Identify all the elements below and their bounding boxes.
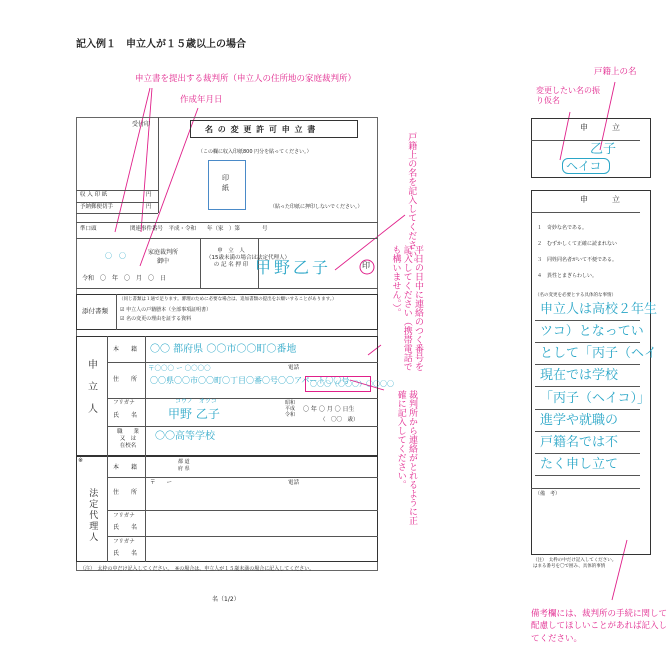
- address-label: 住 所: [113, 376, 138, 383]
- attachment-item-2: ☑ 名の変更の理由を証する資料: [120, 316, 192, 322]
- prelim-label: 準口頭: [80, 226, 97, 232]
- rep-prefecture: 都 道 府 県: [178, 459, 190, 472]
- annotation-remarks: 備考欄には、裁判所の手続に関して配慮してほしいことがあれば記入してください。: [531, 609, 668, 644]
- handwriting-line-8: たく申し立て: [540, 457, 619, 472]
- annotation-daytime-phone: 平日の日中に連絡のつく番号を記入してください（携帯電話でも構いません。）。: [390, 245, 423, 371]
- seal-mark: 印: [362, 261, 370, 270]
- reason-item-1: １ 奇妙な名である。: [537, 225, 588, 231]
- phone-value: 〇〇〇（〇〇〇）〇〇〇〇: [310, 380, 394, 388]
- handwriting-line-1: 申立人は高校２年生: [540, 302, 658, 317]
- revenue-yen: 円: [146, 192, 152, 198]
- handwriting-line-2: ツコ）となってい: [540, 324, 644, 339]
- reason-item-2: ２ むずかしくて正確に読まれない: [537, 241, 618, 247]
- phone-highlight: [305, 376, 371, 392]
- reason-title: （名の変更を必要とする具体的な事情）: [535, 293, 616, 298]
- birth-date: 〇 年 〇 月 〇 日生: [303, 406, 355, 413]
- right-reason-header: 申 立: [580, 195, 620, 204]
- attachment-item-1: ☑ 申立人の戸籍謄本（全部事項証明書）: [120, 307, 212, 313]
- annotation-right-family-name: 戸籍上の名: [594, 67, 637, 77]
- honseki-label: 本 籍: [113, 346, 138, 353]
- right-kanji-name: 乙子: [590, 142, 617, 157]
- handwriting-line-6: 進学や就職の: [540, 413, 619, 428]
- right-furigana-box: [562, 158, 610, 174]
- related-case: 関連事件番号 平成・令和 年（家 ）第 号: [130, 226, 268, 232]
- court-column: 家庭裁判所 御中: [148, 249, 179, 265]
- court-marks: 〇 〇: [105, 252, 126, 260]
- handwriting-line-7: 戸籍名では不: [540, 435, 619, 450]
- attachments-note: （同じ書類は１通で足ります。審理のために必要な場合は、追加書類の提出をお願いすることがあります。）: [119, 297, 337, 302]
- rep-postal: 〒 ー: [150, 480, 173, 486]
- stamp-label: 受付印: [132, 121, 151, 128]
- handwriting-line-5: 「丙子（ヘイコ）」: [540, 391, 650, 406]
- name-label: 氏 名: [113, 412, 138, 419]
- name-value: 甲野 乙子: [168, 407, 220, 421]
- reason-item-3: ３ 同姓同名者がいて不便である。: [537, 257, 618, 263]
- rep-name-label: 氏 名: [113, 524, 138, 531]
- annotation-date: 作成年月日: [180, 95, 223, 105]
- footer-note: （注） 太枠の中だけ記入してください。 ※の場合は、申立人が１５歳未満の場合に記入してください。: [80, 566, 315, 572]
- honseki-value: 〇〇 都府県 〇〇市〇〇町〇番地: [150, 344, 297, 355]
- occupation-label: 職 業 又 は 在校名: [116, 429, 139, 450]
- applicant-signature: 甲野乙子: [255, 258, 332, 277]
- instruction-text: （この欄に収入印紙800 円分を貼ってください。）: [198, 149, 312, 155]
- applicant-label: 申 立 人 （15歳未満の場合は法定代理人） の 記 名 押 印: [206, 248, 290, 269]
- postage-label: 予納郵便切手: [80, 204, 114, 210]
- revenue-label: 収 入 印 紙: [80, 192, 108, 198]
- era-options: 昭和 平成 令和: [285, 400, 296, 418]
- furigana-value: コウノ オツコ: [175, 398, 217, 405]
- representative-table: [76, 456, 378, 562]
- right-foot-note: （注） 太枠の中だけ記入してください。 はまる番号を〇で囲み、具体的事情: [533, 558, 617, 570]
- asterisk-mark: ※: [78, 457, 84, 464]
- annotation-contact-address: 裁判所から連絡がとれるように正確に記入してください。: [395, 390, 417, 525]
- postage-yen: 円: [146, 204, 152, 210]
- handwriting-line-3: として「丙子（ヘイ: [540, 346, 658, 361]
- no-seal-note: （貼った印紙に押印しないでください。）: [270, 204, 363, 210]
- age-value: （ 〇〇 歳）: [320, 417, 359, 423]
- rep-furigana-label-2: フリガナ: [113, 539, 135, 545]
- title-box: [190, 120, 358, 138]
- page-number: 名（1/2）: [212, 596, 240, 603]
- reason-item-4: ４ 異性とまぎらわしい。: [537, 273, 598, 279]
- form-title: 名 の 変 更 許 可 申 立 書: [205, 125, 317, 134]
- remarks-label: （備 考）: [535, 491, 561, 497]
- rep-furigana-label: フリガナ: [113, 513, 135, 519]
- applicant-section-label: 申 立 人: [88, 360, 98, 415]
- rep-name-label-2: 氏 名: [113, 550, 138, 557]
- page-heading: 記入例１ 申立人が１５歳以上の場合: [76, 39, 246, 50]
- rep-honseki-label: 本 籍: [113, 464, 138, 471]
- rep-address-label: 住 所: [113, 489, 138, 496]
- stamp-placeholder-label: 印 紙: [222, 174, 229, 192]
- address-value: 〇〇県〇〇市〇〇町〇丁目〇番〇号〇〇アパート〇〇号: [150, 376, 350, 385]
- annotation-court: 申立書を提出する裁判所（申立人の住所地の家庭裁判所）: [135, 74, 357, 84]
- school-value: 〇〇高等学校: [155, 431, 215, 442]
- furigana-label: フリガナ: [113, 400, 135, 406]
- phone-label: 電話: [288, 365, 300, 371]
- rep-phone-label: 電話: [288, 480, 300, 486]
- annotation-family-register-name: 戸籍上の名を記入してください。: [406, 132, 417, 267]
- right-furigana: ヘイコ: [566, 159, 602, 173]
- attachments-label: 添付書類: [82, 307, 108, 315]
- postal-value: 〒〇〇〇 ー 〇〇〇〇: [148, 364, 211, 372]
- representative-label: 法定代理人: [87, 488, 98, 543]
- right-header: 申 立: [580, 123, 620, 132]
- handwriting-line-4: 現在では学校: [540, 368, 619, 383]
- date-row: 令和 〇 年 〇 月 〇 日: [82, 275, 167, 282]
- annotation-right-furigana: 変更したい名の振り仮名: [536, 86, 600, 106]
